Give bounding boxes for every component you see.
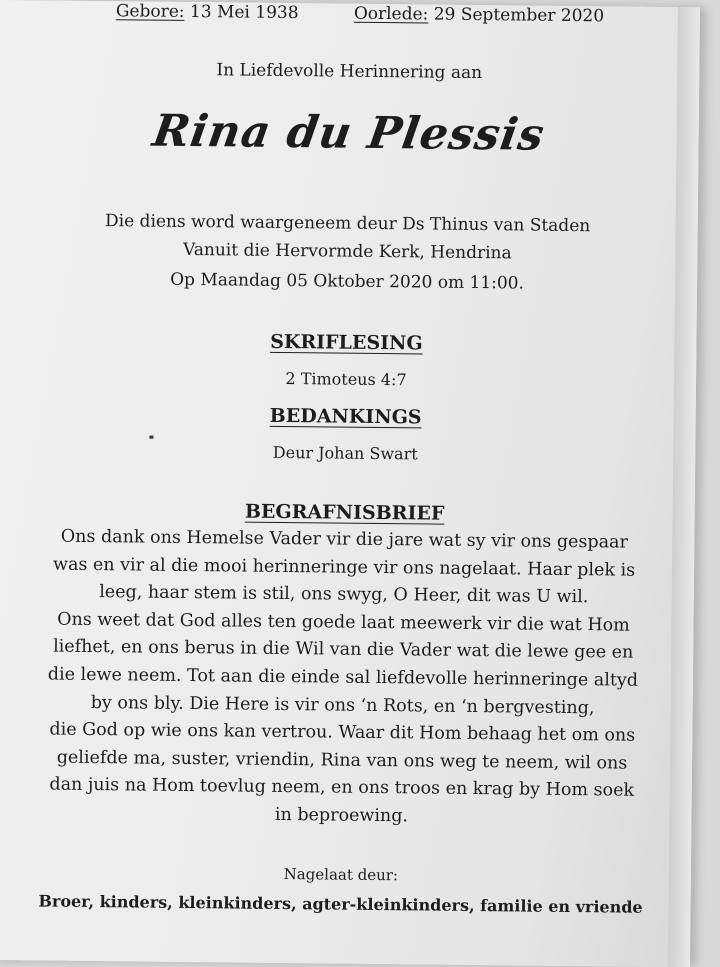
letter-paragraph: [31, 523, 654, 833]
thanks-heading: BEDANKINGS: [269, 404, 422, 429]
died-label: Oorlede:: [353, 3, 429, 25]
born-label: Gebore:: [115, 1, 185, 22]
letter-line: die lewe neem. Tot aan die einde sal liefdevolle herinneringe altyd: [47, 664, 639, 691]
survived-heading: Nagelaat deur:: [283, 865, 399, 885]
born-date: 13 Mei 1938: [189, 1, 299, 24]
service-datetime: Op Maandag 05 Oktober 2020 om 11:00.: [170, 269, 525, 294]
letter-line: was en vir al die mooi herinneringe vir ons nagelaat. Haar plek is: [52, 554, 636, 581]
born-block: [116, 1, 299, 23]
letter-line: leeg, haar stem is stil, ons swyg, O Heer, dit was U wil.: [99, 582, 589, 608]
deceased-name: Rina du Plessis: [149, 105, 549, 161]
scripture-text: 2 Timoteus 4:7: [285, 369, 407, 390]
intro-text: In Liefdevolle Herinnering aan: [216, 60, 483, 84]
scripture-heading: SKRIFLESING: [270, 330, 423, 355]
letter-line: in beproewing.: [274, 804, 409, 827]
letter-line: Ons dank ons Hemelse Vader vir die jare wat sy vir ons gespaar: [60, 526, 628, 553]
died-block: [354, 4, 604, 27]
letter-line: liefhet, en ons berus in die Wil van die Vader wat die lewe gee en: [53, 636, 634, 664]
service-officiant: Die diens word waargeneem deur Ds Thinus van Staden: [104, 211, 591, 237]
service-venue: Vanuit die Hervormde Kerk, Hendrina: [183, 239, 512, 264]
letter-line: geliefde ma, suster, vriendin, Rina van ons weg te neem, wil ons: [56, 747, 628, 774]
thanks-text: Deur Johan Swart: [272, 442, 418, 464]
letter-line: by ons bly. Die Here is vir ons ‘n Rots, en ‘n bergvesting,: [90, 692, 595, 718]
letter-line: dan juis na Hom toevlug neem, en ons troos en krag by Hom soek: [49, 774, 635, 802]
letter-line: Ons weet dat God alles ten goede laat meewerk vir die wat Hom: [57, 609, 630, 636]
dates-row: [0, 0, 700, 27]
ink-dot: [149, 436, 153, 439]
letter-line: die God op wie ons kan vertrou. Waar dit Hom behaag het om ons: [49, 719, 636, 746]
died-date: 29 September 2020: [433, 4, 605, 27]
survived-text: Broer, kinders, kleinkinders, agter-kleinkinders, familie en vriende: [38, 891, 643, 917]
letter-heading: BEGRAFNISBRIEF: [244, 500, 445, 525]
